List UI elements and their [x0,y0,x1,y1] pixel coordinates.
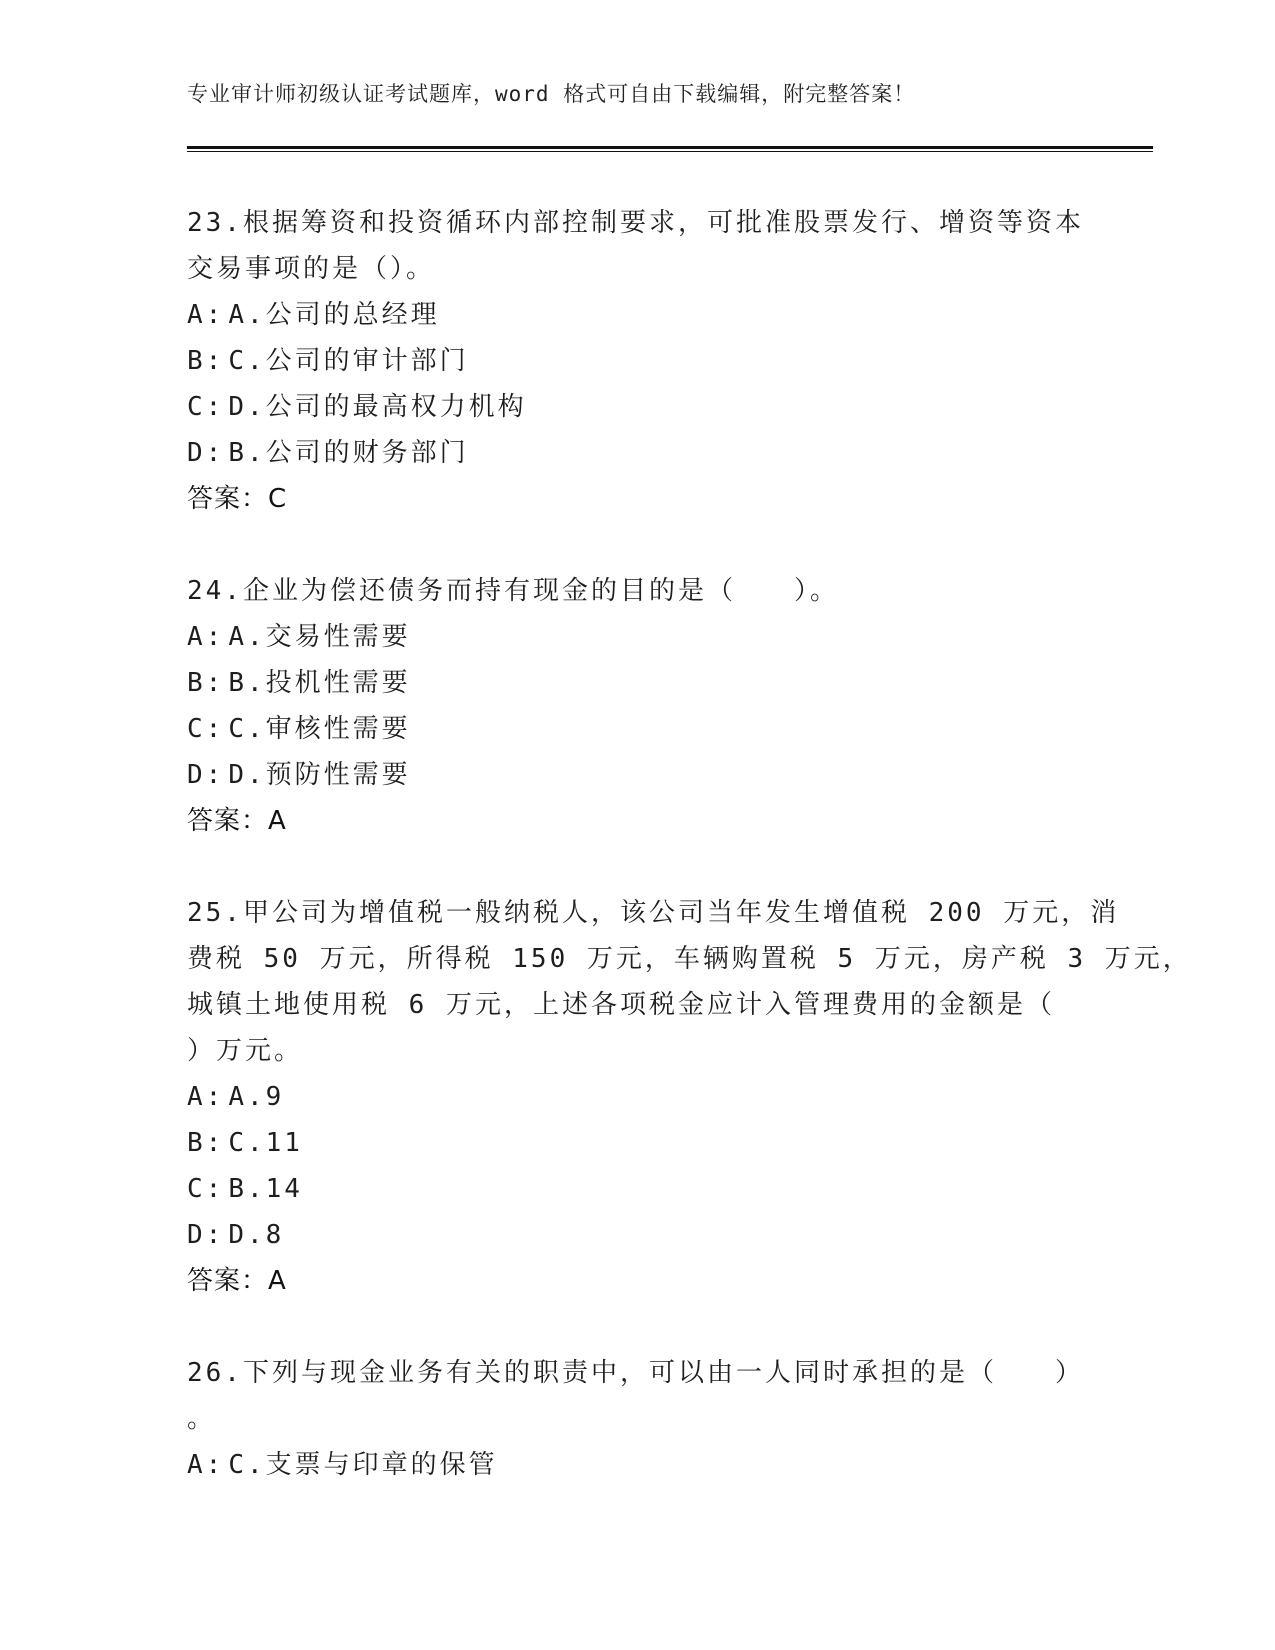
option-a [187,614,1087,660]
question-24 [187,568,1087,844]
answer: 答案：A [187,1266,287,1296]
option-text: A.交易性需要 [228,622,411,652]
header-divider-thin [187,151,1153,152]
option-letter: B: [187,1128,225,1158]
question-text-line: ）万元。 [187,1036,304,1066]
option-b [187,660,1087,706]
option-d [187,1212,1087,1258]
option-d [187,752,1087,798]
option-letter: C: [187,392,225,422]
question-26 [187,1350,1087,1488]
question-text-line: 26.下列与现金业务有关的职责中，可以由一人同时承担的是（ ） [187,1358,1084,1388]
question-text-line: 城镇土地使用税 6 万元，上述各项税金应计入管理费用的金额是（ [187,990,1055,1020]
question-text-line: 费税 50 万元，所得税 150 万元，车辆购置税 5 万元，房产税 3 万元， [187,944,1192,974]
question-text-line: 24.企业为偿还债务而持有现金的目的是（ ）。 [187,576,839,606]
option-letter: A: [187,1082,225,1112]
option-letter: C: [187,714,225,744]
option-a [187,1074,1087,1120]
page-header: 专业审计师初级认证考试题库，word 格式可自由下载编辑，附完整答案！ [187,82,916,106]
option-a [187,292,1087,338]
question-text-line: 。 [187,1404,217,1434]
option-letter: A: [187,300,225,330]
option-text: D.预防性需要 [228,760,411,790]
option-text: B.公司的财务部门 [228,438,469,468]
answer: 答案：C [187,484,288,514]
option-text: A.公司的总经理 [228,300,440,330]
option-text: C.支票与印章的保管 [228,1450,498,1480]
option-letter: B: [187,346,225,376]
option-b [187,338,1087,384]
question-text-line: 交易事项的是（）。 [187,254,436,284]
option-text: A.9 [228,1082,285,1112]
option-a [187,1442,1087,1488]
option-text: B.投机性需要 [228,668,411,698]
option-text: C.公司的审计部门 [228,346,469,376]
option-text: C.11 [228,1128,303,1158]
answer: 答案：A [187,806,287,836]
option-letter: A: [187,1450,225,1480]
option-letter: D: [187,438,225,468]
question-23 [187,200,1087,522]
option-text: B.14 [228,1174,303,1204]
option-c [187,384,1087,430]
option-c [187,706,1087,752]
option-letter: C: [187,1174,225,1204]
option-letter: A: [187,622,225,652]
option-letter: B: [187,668,225,698]
question-25 [187,890,1192,1304]
question-text-line: 25.甲公司为增值税一般纳税人，该公司当年发生增值税 200 万元，消 [187,898,1120,928]
option-text: D.公司的最高权力机构 [228,392,527,422]
option-c [187,1166,1087,1212]
question-list [187,200,1192,1534]
header-divider-thick [187,146,1153,149]
option-letter: D: [187,760,225,790]
option-text: D.8 [228,1220,285,1250]
option-b [187,1120,1087,1166]
option-letter: D: [187,1220,225,1250]
option-text: C.审核性需要 [228,714,411,744]
option-d [187,430,1087,476]
question-text-line: 23.根据筹资和投资循环内部控制要求，可批准股票发行、增资等资本 [187,208,1084,238]
